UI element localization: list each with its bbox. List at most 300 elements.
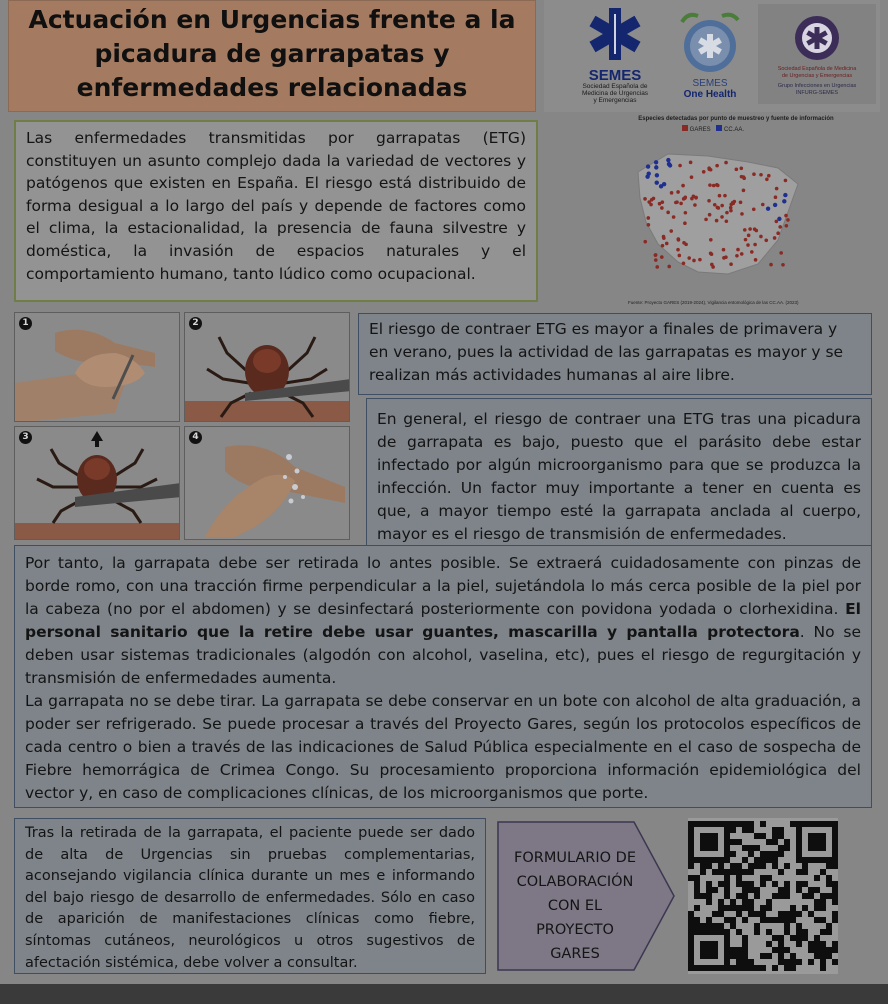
- legend-swatch-ccaa: [716, 125, 722, 131]
- qr-module: [706, 923, 712, 929]
- legend-swatch-gares: [682, 125, 688, 131]
- qr-module: [736, 929, 742, 935]
- qr-module: [706, 917, 712, 923]
- qr-module: [796, 881, 802, 887]
- qr-module: [742, 893, 748, 899]
- map-dot: [778, 225, 782, 229]
- qr-module: [700, 929, 706, 935]
- qr-module: [802, 869, 808, 875]
- map-dot: [779, 251, 783, 255]
- qr-module: [790, 965, 796, 971]
- qr-module: [724, 965, 730, 971]
- qr-module: [802, 821, 808, 827]
- map-dot: [735, 254, 739, 258]
- qr-module: [718, 869, 724, 875]
- qr-module: [712, 947, 718, 953]
- qr-module: [820, 965, 826, 971]
- qr-module: [694, 881, 700, 887]
- qr-module: [736, 953, 742, 959]
- qr-module: [766, 839, 772, 845]
- legend-label-ccaa: CC.AA.: [724, 127, 745, 133]
- qr-module: [706, 953, 712, 959]
- qr-module: [736, 863, 742, 869]
- qr-module: [796, 857, 802, 863]
- qr-module: [772, 917, 778, 923]
- map-dot: [678, 254, 682, 258]
- qr-module: [814, 821, 820, 827]
- map-dot: [784, 179, 788, 183]
- qr-module: [742, 845, 748, 851]
- qr-module: [736, 839, 742, 845]
- qr-module: [748, 899, 754, 905]
- map-dot: [740, 252, 744, 256]
- map-dot: [725, 211, 729, 215]
- qr-module: [832, 959, 838, 965]
- qr-module: [724, 959, 730, 965]
- map-dot: [683, 221, 687, 225]
- qr-module: [832, 887, 838, 893]
- qr-module: [724, 845, 730, 851]
- qr-module: [778, 845, 784, 851]
- qr-module: [724, 869, 730, 875]
- qr-module: [820, 845, 826, 851]
- qr-module: [832, 941, 838, 947]
- qr-module: [778, 941, 784, 947]
- qr-module: [724, 935, 730, 941]
- qr-module: [778, 869, 784, 875]
- form-link-label[interactable]: [504, 846, 646, 962]
- qr-module: [820, 833, 826, 839]
- qr-module: [694, 923, 700, 929]
- qr-module: [706, 947, 712, 953]
- qr-module: [718, 881, 724, 887]
- qr-module: [742, 899, 748, 905]
- qr-module: [832, 845, 838, 851]
- map-dot: [782, 199, 786, 203]
- qr-module: [724, 905, 730, 911]
- map-dot: [690, 175, 694, 179]
- qr-module: [826, 893, 832, 899]
- qr-module: [730, 953, 736, 959]
- qr-module: [724, 917, 730, 923]
- qr-module: [730, 821, 736, 827]
- qr-module: [766, 899, 772, 905]
- map-dot: [704, 218, 708, 222]
- qr-module: [730, 839, 736, 845]
- qr-module: [700, 965, 706, 971]
- qr-module: [754, 929, 760, 935]
- qr-module: [700, 869, 706, 875]
- qr-module: [724, 821, 730, 827]
- intro-paragraph: Las enfermedades transmitidas por garrapatas (ETG) constituyen un asunto complejo dada la variedad de vectores y patógenos que existen en España. El riesgo está distribuido de forma desigual a lo largo del país y depende de factores como el clima, la estacionalidad, la presencia de fauna silvestre y doméstica, la invasión de espacios naturales y el comportamiento humano, tanto lúdico como ocupacional.: [14, 120, 538, 302]
- qr-module: [736, 881, 742, 887]
- map-dot: [694, 196, 698, 200]
- form-line-1: FORMULARIO DE: [514, 850, 636, 866]
- qr-module: [760, 905, 766, 911]
- qr-module: [814, 887, 820, 893]
- qr-module: [820, 953, 826, 959]
- qr-module: [742, 821, 748, 827]
- qr-module: [742, 887, 748, 893]
- qr-module: [706, 857, 712, 863]
- procedure-text-end: . No se deben usar sistemas tradicionales (algodón con alcohol, vaselina, etc), pues el riesgo de regurgitación y transmisión de enfermedades aumenta.: [25, 623, 861, 687]
- qr-module: [688, 845, 694, 851]
- one-health-name: One Health: [683, 89, 737, 100]
- qr-module: [760, 863, 766, 869]
- map-dot: [654, 165, 658, 169]
- map-dot: [767, 174, 771, 178]
- qr-module: [784, 839, 790, 845]
- qr-module: [772, 827, 778, 833]
- qr-module: [760, 965, 766, 971]
- qr-module: [694, 887, 700, 893]
- qr-module: [724, 893, 730, 899]
- qr-module: [796, 839, 802, 845]
- qr-module: [694, 905, 700, 911]
- qr-module: [778, 851, 784, 857]
- step-number-4: 4: [189, 431, 202, 444]
- map-dot: [676, 237, 680, 241]
- qr-module: [688, 923, 694, 929]
- infurg-line-1: Sociedad Española de Medicina: [777, 66, 857, 72]
- qr-module: [826, 881, 832, 887]
- tick-removal-icon: [15, 427, 180, 540]
- qr-module: [706, 965, 712, 971]
- qr-module: [790, 917, 796, 923]
- qr-code-icon: [688, 818, 838, 974]
- qr-module: [772, 863, 778, 869]
- procedure-paragraph-1: [25, 552, 861, 690]
- qr-module: [814, 905, 820, 911]
- qr-module: [688, 863, 694, 869]
- qr-module: [766, 917, 772, 923]
- qr-module: [736, 965, 742, 971]
- qr-module: [712, 965, 718, 971]
- map-dot: [654, 160, 658, 164]
- map-dot: [715, 219, 719, 223]
- qr-module: [730, 863, 736, 869]
- qr-module: [736, 947, 742, 953]
- map-dot: [781, 263, 785, 267]
- qr-module: [754, 857, 760, 863]
- map-dot: [754, 258, 758, 262]
- qr-module: [796, 851, 802, 857]
- globe-icon: [672, 8, 748, 74]
- qr-module: [796, 929, 802, 935]
- qr-module: [712, 923, 718, 929]
- map-dot: [773, 236, 777, 240]
- qr-module: [700, 833, 706, 839]
- qr-module: [736, 821, 742, 827]
- map-dot: [669, 229, 673, 233]
- qr-module: [826, 857, 832, 863]
- map-dot: [775, 220, 779, 224]
- infurg-line-2: de Urgencias y Emergencias: [781, 73, 853, 79]
- qr-module: [742, 917, 748, 923]
- qr-module: [766, 905, 772, 911]
- map-dot: [739, 200, 743, 204]
- qr-module: [688, 839, 694, 845]
- step-number-3: 3: [19, 431, 32, 444]
- qr-module: [748, 881, 754, 887]
- map-dot: [654, 253, 658, 257]
- qr-module: [700, 893, 706, 899]
- qr-module: [784, 965, 790, 971]
- qr-module: [694, 929, 700, 935]
- qr-module: [718, 899, 724, 905]
- map-dot: [753, 243, 757, 247]
- qr-module: [778, 827, 784, 833]
- map-dot: [647, 172, 651, 176]
- qr-module: [688, 935, 694, 941]
- qr-module: [730, 947, 736, 953]
- map-dot: [775, 187, 779, 191]
- qr-module: [748, 821, 754, 827]
- map-dot: [666, 158, 670, 162]
- semes-sub-2: Medicina de Urgencias: [581, 90, 649, 97]
- qr-module: [778, 893, 784, 899]
- qr-module: [832, 917, 838, 923]
- qr-module: [712, 911, 718, 917]
- map-dot: [765, 177, 769, 181]
- qr-module: [808, 821, 814, 827]
- qr-module: [688, 851, 694, 857]
- procedure-text-start: Por tanto, la garrapata debe ser retirada lo antes posible. Se extraerá cuidadosamente con pinzas de borde romo, con una tracción firme perpendicular a la piel, sujetándola lo más cerca posible de la piel por la cabeza (no por el abdomen) y se desinfectará posteriormente con povidona yodada o clorhexidina.: [25, 554, 861, 618]
- qr-module: [694, 821, 700, 827]
- qr-module: [688, 857, 694, 863]
- map-dot: [643, 240, 647, 244]
- qr-module: [754, 923, 760, 929]
- one-health-semes: SEMES: [692, 78, 728, 89]
- qr-module: [742, 941, 748, 947]
- qr-module: [706, 881, 712, 887]
- qr-module: [820, 947, 826, 953]
- map-dot: [715, 183, 719, 187]
- qr-module: [808, 893, 814, 899]
- map-dot: [733, 200, 737, 204]
- map-dot: [759, 235, 763, 239]
- qr-module: [736, 869, 742, 875]
- qr-module: [736, 875, 742, 881]
- map-dot: [709, 238, 713, 242]
- qr-module: [802, 905, 808, 911]
- qr-module: [706, 863, 712, 869]
- procedure-paragraph-2: La garrapata no se debe tirar. La garrapata se debe conservar en un bote con alcohol de alta graduación, a poder ser refrigerado. Se puede procesar a través del Proyecto Gares, según los protocolos específicos de cada centro o bien a través de las indicaciones de Salud Pública especialmente en el caso de sospecha de Fiebre hemorrágica de Crimea Congo. Su procesamiento proporciona información epidemiológica del vector y, en caso de complicaciones clínicas, de los microorganismos que porte.: [25, 692, 861, 802]
- semes-name: SEMES: [588, 67, 642, 84]
- map-dot: [785, 224, 789, 228]
- qr-module: [706, 887, 712, 893]
- qr-module: [706, 821, 712, 827]
- map-dot: [708, 213, 712, 217]
- map-dot: [676, 248, 680, 252]
- map-dot: [646, 164, 650, 168]
- qr-module: [784, 863, 790, 869]
- qr-module: [718, 965, 724, 971]
- map-dot: [743, 228, 747, 232]
- qr-module: [742, 857, 748, 863]
- qr-module: [814, 875, 820, 881]
- map-dot: [679, 202, 683, 206]
- legend-label-gares: GARES: [689, 127, 711, 133]
- qr-code[interactable]: [688, 818, 838, 974]
- qr-module: [748, 965, 754, 971]
- qr-module: [784, 917, 790, 923]
- map-dot: [748, 227, 752, 231]
- tick-species-map: [588, 112, 878, 312]
- qr-module: [688, 911, 694, 917]
- qr-module: [760, 911, 766, 917]
- qr-module: [802, 935, 808, 941]
- qr-module: [784, 959, 790, 965]
- step-2-illustration: [184, 312, 350, 422]
- qr-module: [766, 851, 772, 857]
- qr-module: [802, 893, 808, 899]
- map-dot: [681, 184, 685, 188]
- qr-module: [772, 851, 778, 857]
- qr-module: [694, 917, 700, 923]
- qr-module: [706, 845, 712, 851]
- qr-module: [706, 839, 712, 845]
- qr-module: [724, 881, 730, 887]
- map-dot: [783, 193, 787, 197]
- qr-module: [718, 863, 724, 869]
- qr-module: [688, 827, 694, 833]
- qr-module: [700, 941, 706, 947]
- qr-module: [802, 881, 808, 887]
- map-dot: [678, 164, 682, 168]
- map-source: Fuente: Proyecto GARES (2019-2024), Vigilancia entomológica de las CC.AA. (2023): [628, 300, 799, 305]
- qr-module: [772, 833, 778, 839]
- map-dot: [725, 219, 729, 223]
- qr-module: [784, 893, 790, 899]
- map-dot: [655, 181, 659, 185]
- qr-module: [832, 821, 838, 827]
- qr-module: [742, 905, 748, 911]
- qr-module: [760, 833, 766, 839]
- qr-module: [832, 857, 838, 863]
- qr-module: [766, 857, 772, 863]
- qr-module: [718, 905, 724, 911]
- qr-module: [796, 911, 802, 917]
- map-dot: [666, 211, 670, 215]
- qr-module: [778, 935, 784, 941]
- qr-module: [778, 953, 784, 959]
- map-dot: [693, 203, 697, 207]
- qr-module: [706, 929, 712, 935]
- qr-module: [688, 947, 694, 953]
- map-dot: [744, 238, 748, 242]
- qr-module: [700, 821, 706, 827]
- qr-module: [778, 959, 784, 965]
- qr-module: [694, 875, 700, 881]
- qr-module: [688, 953, 694, 959]
- qr-module: [712, 845, 718, 851]
- qr-module: [766, 941, 772, 947]
- qr-module: [832, 899, 838, 905]
- qr-module: [748, 827, 754, 833]
- qr-module: [706, 899, 712, 905]
- map-dot: [692, 259, 696, 263]
- qr-module: [694, 857, 700, 863]
- map-dot: [750, 250, 754, 254]
- qr-module: [766, 953, 772, 959]
- qr-module: [760, 875, 766, 881]
- qr-module: [796, 869, 802, 875]
- map-dot: [735, 168, 739, 172]
- qr-module: [700, 947, 706, 953]
- qr-module: [808, 833, 814, 839]
- qr-module: [724, 827, 730, 833]
- qr-module: [832, 851, 838, 857]
- qr-module: [778, 833, 784, 839]
- map-dot: [747, 234, 751, 238]
- qr-module: [760, 953, 766, 959]
- qr-module: [772, 965, 778, 971]
- qr-module: [832, 893, 838, 899]
- qr-module: [754, 911, 760, 917]
- qr-module: [784, 845, 790, 851]
- map-dot: [784, 214, 788, 218]
- qr-module: [832, 911, 838, 917]
- map-dot: [740, 166, 744, 170]
- qr-module: [790, 911, 796, 917]
- map-dot: [684, 211, 688, 215]
- map-dot: [720, 204, 724, 208]
- qr-module: [826, 947, 832, 953]
- qr-module: [706, 833, 712, 839]
- qr-module: [736, 959, 742, 965]
- tweezers-hand-icon: [15, 313, 180, 422]
- qr-module: [748, 863, 754, 869]
- infurg-line-3: Grupo Infecciones en Urgencias: [777, 83, 857, 89]
- bottom-bar: [0, 984, 888, 1004]
- qr-module: [826, 923, 832, 929]
- map-dot: [766, 206, 770, 210]
- map-dot: [724, 255, 728, 259]
- map-dot: [718, 194, 722, 198]
- title-line-3: enfermedades relacionadas: [76, 73, 468, 102]
- qr-module: [754, 845, 760, 851]
- qr-module: [814, 857, 820, 863]
- map-dot: [661, 244, 665, 248]
- qr-module: [754, 863, 760, 869]
- qr-module: [784, 947, 790, 953]
- qr-module: [784, 887, 790, 893]
- qr-module: [712, 869, 718, 875]
- map-dot: [676, 190, 680, 194]
- qr-module: [748, 905, 754, 911]
- map-dot: [761, 203, 765, 207]
- map-dot: [660, 255, 664, 259]
- qr-module: [754, 833, 760, 839]
- qr-module: [730, 905, 736, 911]
- qr-module: [760, 857, 766, 863]
- qr-module: [742, 881, 748, 887]
- map-dot: [672, 215, 676, 219]
- qr-module: [694, 893, 700, 899]
- qr-module: [688, 959, 694, 965]
- qr-module: [784, 923, 790, 929]
- qr-module: [742, 959, 748, 965]
- qr-module: [712, 953, 718, 959]
- poster-title: [8, 0, 536, 112]
- map-dot: [698, 258, 702, 262]
- map-dot: [709, 252, 713, 256]
- qr-module: [712, 941, 718, 947]
- infurg-logo: [758, 4, 876, 104]
- map-dot: [742, 189, 746, 193]
- map-dot: [689, 161, 693, 165]
